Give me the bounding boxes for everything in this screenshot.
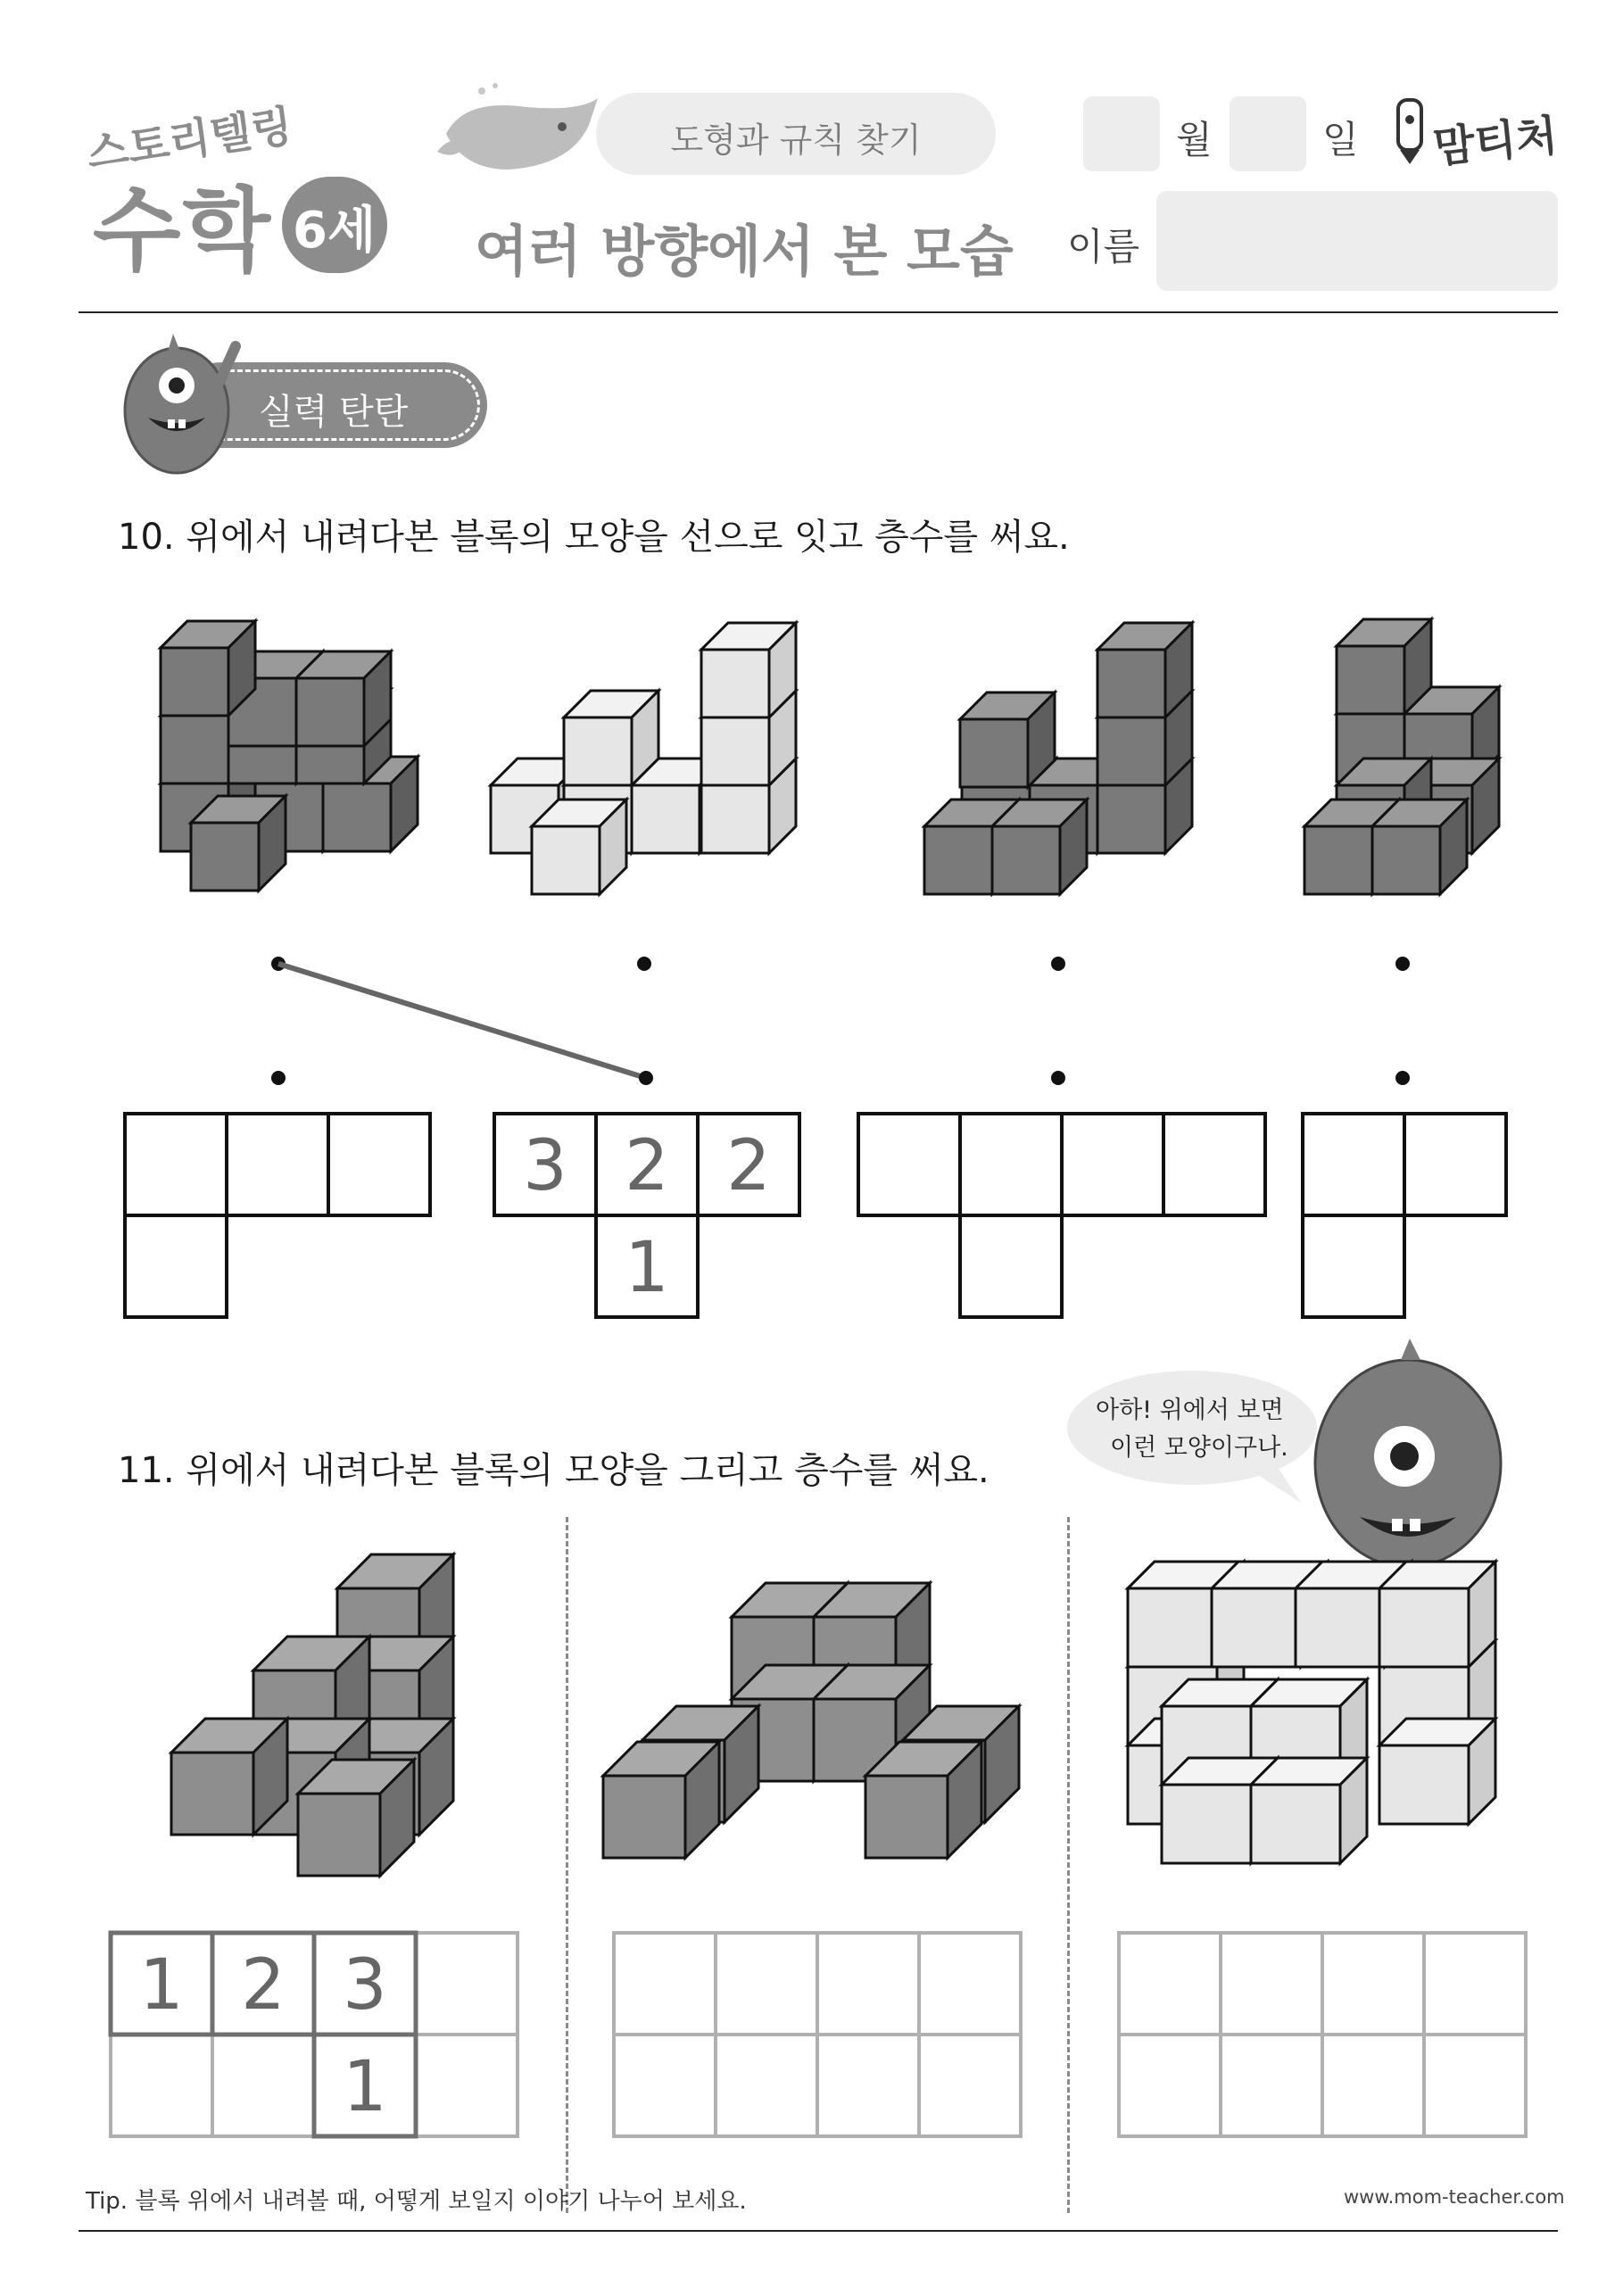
brand-logo-text: 맘티처	[1430, 110, 1561, 174]
q10-sample-cell: 2	[625, 1126, 669, 1206]
page-subtitle: 여러 방향에서 본 모습	[475, 219, 1014, 284]
month-label: 월	[1176, 118, 1213, 162]
series-title-main: 수학	[93, 178, 273, 285]
footer-divider	[79, 2230, 1558, 2232]
age-badge-text: 6세	[293, 202, 377, 260]
q11-sample-cell: 3	[343, 1945, 387, 2026]
speech-line-1: 아하! 위에서 보면	[1096, 1397, 1284, 1424]
q11-question: 11. 위에서 내려다본 블록의 모양을 그리고 층수를 써요.	[118, 1450, 990, 1491]
day-label: 일	[1322, 118, 1359, 162]
name-label: 이름	[1067, 225, 1140, 269]
q11-grid-3[interactable]	[1119, 1933, 1526, 2136]
q10-question: 10. 위에서 내려다본 블록의 모양을 선으로 잇고 층수를 써요.	[118, 517, 1070, 558]
series-title-top: 스토리텔링	[83, 101, 296, 179]
footer-tip: Tip. 블록 위에서 내려볼 때, 어떻게 보일지 이야기 나누어 보세요.	[86, 2188, 747, 2215]
footer-website: www.mom-teacher.com	[1344, 2186, 1565, 2208]
q11-sample-cell: 1	[139, 1945, 184, 2026]
q10-sample-cell: 3	[523, 1126, 567, 1206]
speech-line-2: 이런 모양이구나.	[1110, 1434, 1288, 1462]
q11-sample-cell: 2	[241, 1945, 286, 2026]
q11-grid-2[interactable]	[614, 1933, 1021, 2136]
q10-sample-cell: 2	[726, 1126, 771, 1206]
q11-sample-cell: 1	[343, 2047, 387, 2127]
section-badge-text: 실력 탄탄	[259, 392, 409, 433]
q10-sample-cell: 1	[625, 1228, 669, 1308]
topic-text: 도형과 규칙 찾기	[670, 120, 922, 160]
